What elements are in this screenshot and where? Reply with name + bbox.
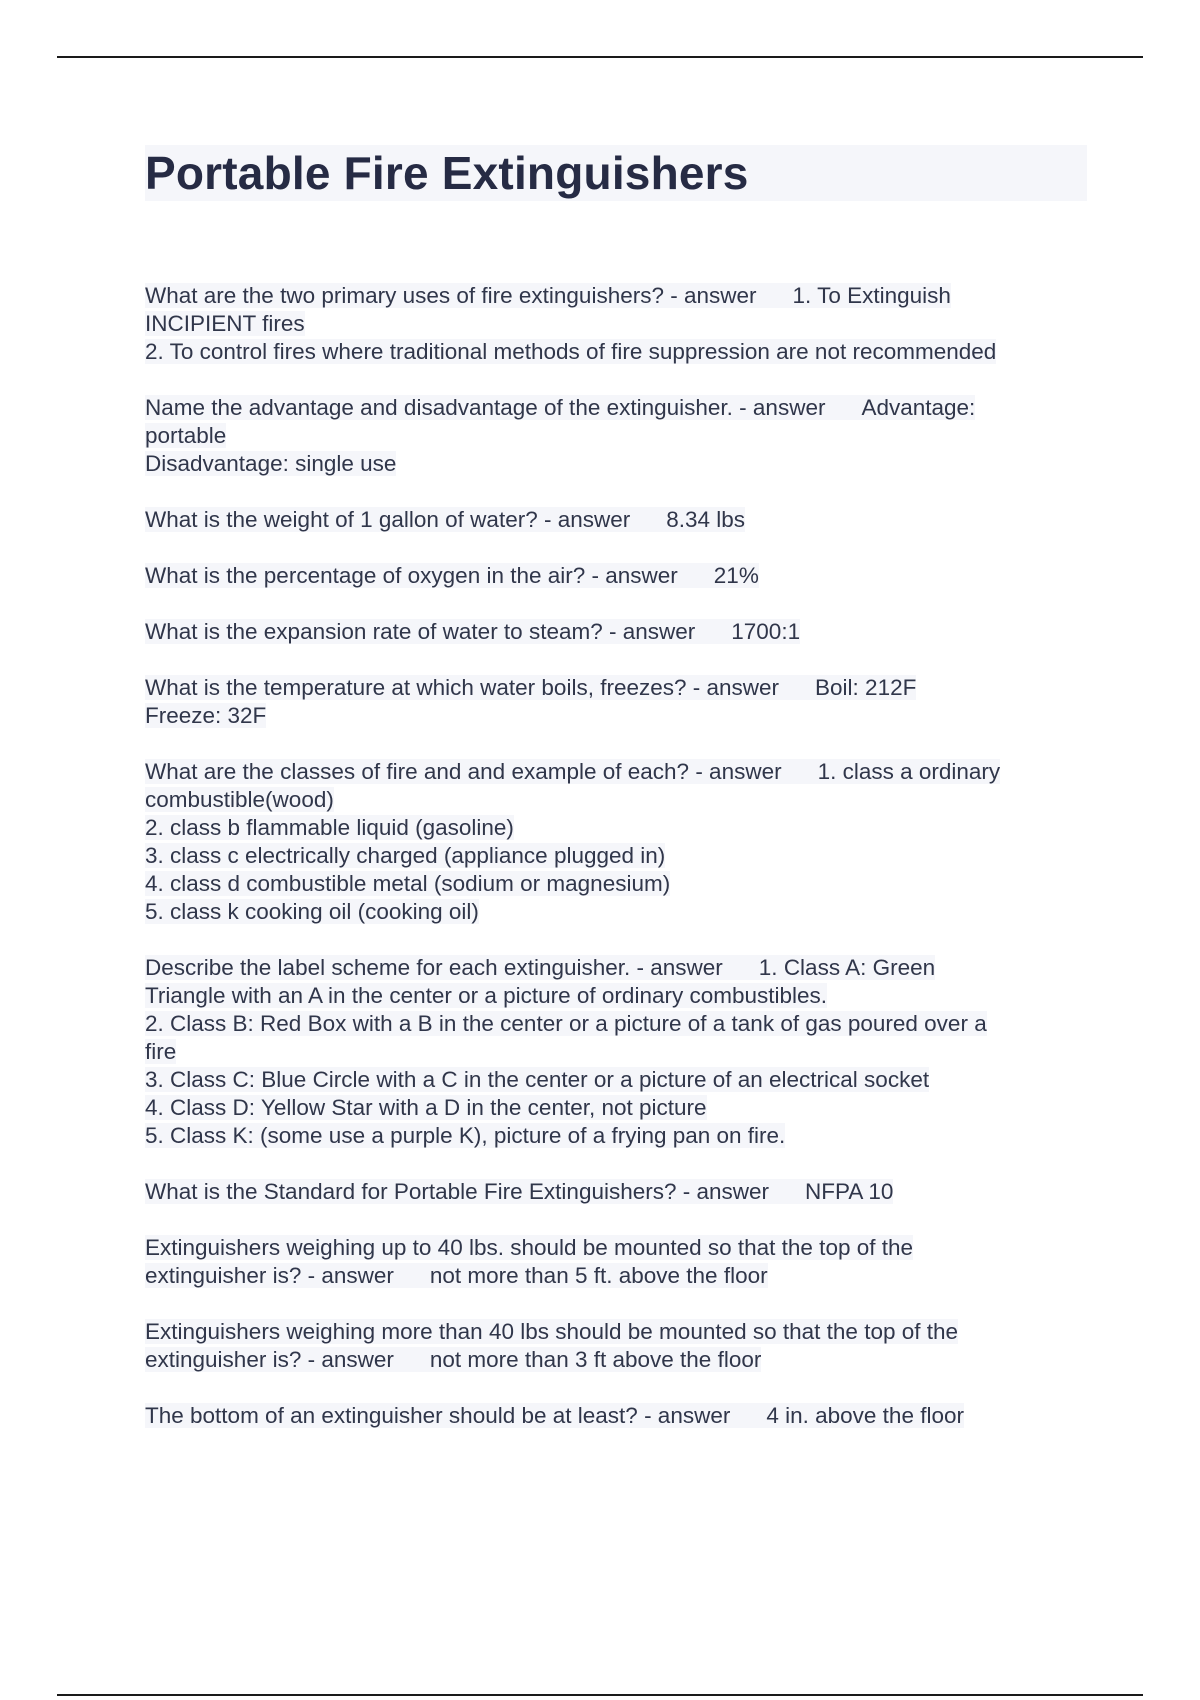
answer-text: NFPA 10	[805, 1179, 894, 1204]
qa-item	[145, 1178, 1075, 1206]
answer-text: 1. class a ordinary	[817, 759, 1001, 784]
qa-item	[145, 618, 1075, 646]
question-text: What are the classes of fire and and example of each? - answer	[145, 759, 782, 784]
page-title: Portable Fire Extinguishers	[145, 145, 1087, 201]
answer-line: 3. Class C: Blue Circle with a C in the center or a picture of an electrical socket	[145, 1067, 930, 1092]
answer-line: fire	[145, 1039, 177, 1064]
question-text: What is the Standard for Portable Fire Extinguishers? - answer	[145, 1179, 770, 1204]
qa-item	[145, 394, 1075, 478]
question-text: extinguisher is? - answer	[145, 1263, 394, 1288]
question-text: What are the two primary uses of fire extinguishers? - answer	[145, 283, 757, 308]
answer-line: 2. To control fires where traditional methods of fire suppression are not recommended	[145, 339, 997, 364]
question-text: Describe the label scheme for each extinguisher. - answer	[145, 955, 723, 980]
question-text: What is the expansion rate of water to steam? - answer	[145, 619, 696, 644]
question-text: What is the percentage of oxygen in the air? - answer	[145, 563, 678, 588]
question-text: Name the advantage and disadvantage of the extinguisher. - answer	[145, 395, 826, 420]
qa-item	[145, 1318, 1075, 1374]
answer-text: 8.34 lbs	[666, 507, 746, 532]
answer-line: portable	[145, 423, 227, 448]
answer-text: 4 in. above the floor	[766, 1403, 964, 1428]
answer-text: 1. Class A: Green	[758, 955, 936, 980]
answer-line: 2. Class B: Red Box with a B in the center or a picture of a tank of gas poured over a	[145, 1011, 987, 1036]
question-text: What is the weight of 1 gallon of water? - answer	[145, 507, 631, 532]
question-text: Extinguishers weighing up to 40 lbs. should be mounted so that the top of the	[145, 1235, 914, 1260]
qa-item	[145, 758, 1075, 926]
qa-item	[145, 954, 1075, 1150]
answer-text: not more than 5 ft. above the floor	[429, 1263, 768, 1288]
answer-text: Advantage:	[861, 395, 976, 420]
question-text: Extinguishers weighing more than 40 lbs should be mounted so that the top of the	[145, 1319, 959, 1344]
question-text: What is the temperature at which water boils, freezes? - answer	[145, 675, 780, 700]
top-rule	[57, 56, 1143, 58]
answer-text: 21%	[713, 563, 759, 588]
qa-item	[145, 674, 1075, 730]
qa-list	[145, 282, 1075, 1458]
answer-line: INCIPIENT fires	[145, 311, 305, 336]
qa-item	[145, 282, 1075, 366]
answer-line: 4. Class D: Yellow Star with a D in the center, not picture	[145, 1095, 707, 1120]
qa-item	[145, 506, 1075, 534]
answer-line: Disadvantage: single use	[145, 451, 397, 476]
question-text: The bottom of an extinguisher should be at least? - answer	[145, 1403, 731, 1428]
qa-item	[145, 1402, 1075, 1430]
question-text: extinguisher is? - answer	[145, 1347, 394, 1372]
answer-line: 5. class k cooking oil (cooking oil)	[145, 899, 479, 924]
bottom-rule	[57, 1694, 1143, 1696]
answer-text: 1700:1	[731, 619, 801, 644]
qa-item	[145, 562, 1075, 590]
answer-line: 2. class b flammable liquid (gasoline)	[145, 815, 514, 840]
answer-line: 3. class c electrically charged (appliance plugged in)	[145, 843, 666, 868]
answer-line: Freeze: 32F	[145, 703, 267, 728]
answer-text: Boil: 212F	[815, 675, 917, 700]
answer-text: 1. To Extinguish	[792, 283, 951, 308]
answer-text: not more than 3 ft above the floor	[429, 1347, 762, 1372]
answer-line: 5. Class K: (some use a purple K), picture of a frying pan on fire.	[145, 1123, 786, 1148]
answer-line: Triangle with an A in the center or a picture of ordinary combustibles.	[145, 983, 828, 1008]
answer-line: 4. class d combustible metal (sodium or magnesium)	[145, 871, 671, 896]
answer-line: combustible(wood)	[145, 787, 334, 812]
qa-item	[145, 1234, 1075, 1290]
